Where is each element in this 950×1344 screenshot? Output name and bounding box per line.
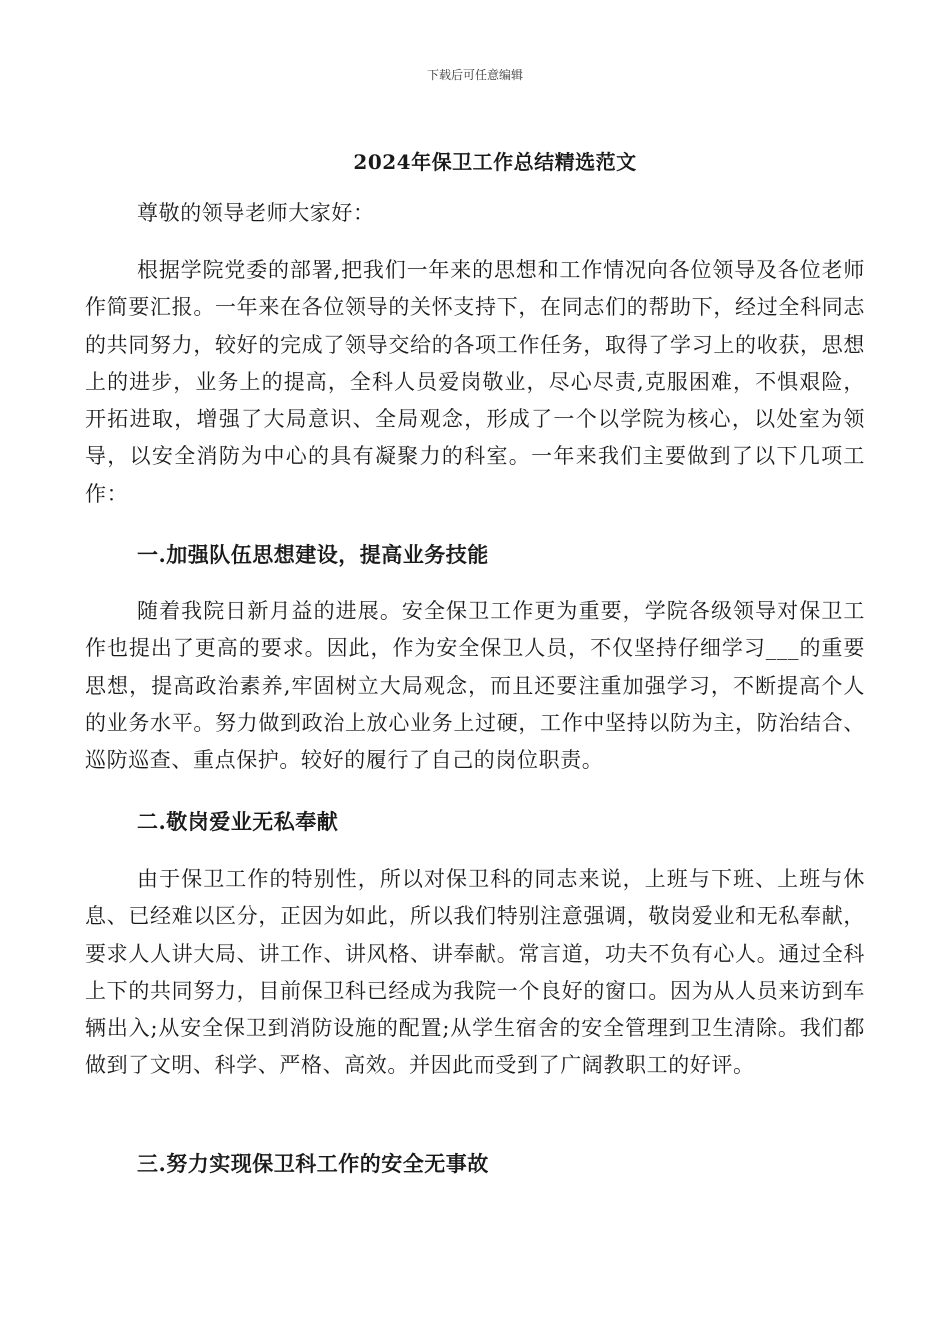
section-heading-1: 一.加强队伍思想建设，提高业务技能 xyxy=(137,542,489,567)
page-header-note: 下载后可任意编辑 xyxy=(426,68,523,82)
section-heading-2: 二.敬岗爱业无私奉献 xyxy=(137,809,339,834)
intro-paragraph: 根据学院党委的部署,把我们一年来的思想和工作情况向各位领导及各位老师作简要汇报。一年来在各位领导的关怀支持下，在同志们的帮助下，经过全科同志的共同努力，较好的完成了领导交给的各项工作任务，取得了学习上的收获，思想上的进步，业务上的提高，全科人员爱岗敬业，尽心尽责,克服困难，不惧艰险，开拓进取，增强了大局意识、全局观念，形成了一个以学院为核心，以处室为领导，以安全消防为中心的具有凝聚力的科室。一年来我们主要做到了以下几项工作： xyxy=(85,258,865,506)
greeting: 尊敬的领导老师大家好： xyxy=(137,201,375,225)
section-body-2: 由于保卫工作的特别性，所以对保卫科的同志来说，上班与下班、上班与休息、已经难以区分，正因为如此，所以我们特别注意强调，敬岗爱业和无私奉献，要求人人讲大局、讲工作、讲风格、讲奉献。常言道，功夫不负有心人。通过全科上下的共同努力，目前保卫科已经成为我院一个良好的窗口。因为从人员来访到车辆出入;从安全保卫到消防设施的配置;从学生宿舍的安全管理到卫生清除。我们都做到了文明、科学、严格、高效。并因此而受到了广阔教职工的好评。 xyxy=(85,867,865,1078)
section-body-1: 随着我院日新月益的进展。安全保卫工作更为重要，学院各级领导对保卫工作也提出了更高的要求。因此，作为安全保卫人员，不仅坚持仔细学习___的重要思想，提高政治素养,牢固树立大局观念，而且还要注重加强学习，不断提高个人的业务水平。努力做到政治上放心业务上过硬，工作中坚持以防为主，防治结合、巡防巡查、重点保护。较好的履行了自己的岗位职责。 xyxy=(85,599,865,773)
document-title: 2024年保卫工作总结精选范文 xyxy=(353,150,637,174)
section-heading-3: 三.努力实现保卫科工作的安全无事故 xyxy=(137,1151,489,1176)
